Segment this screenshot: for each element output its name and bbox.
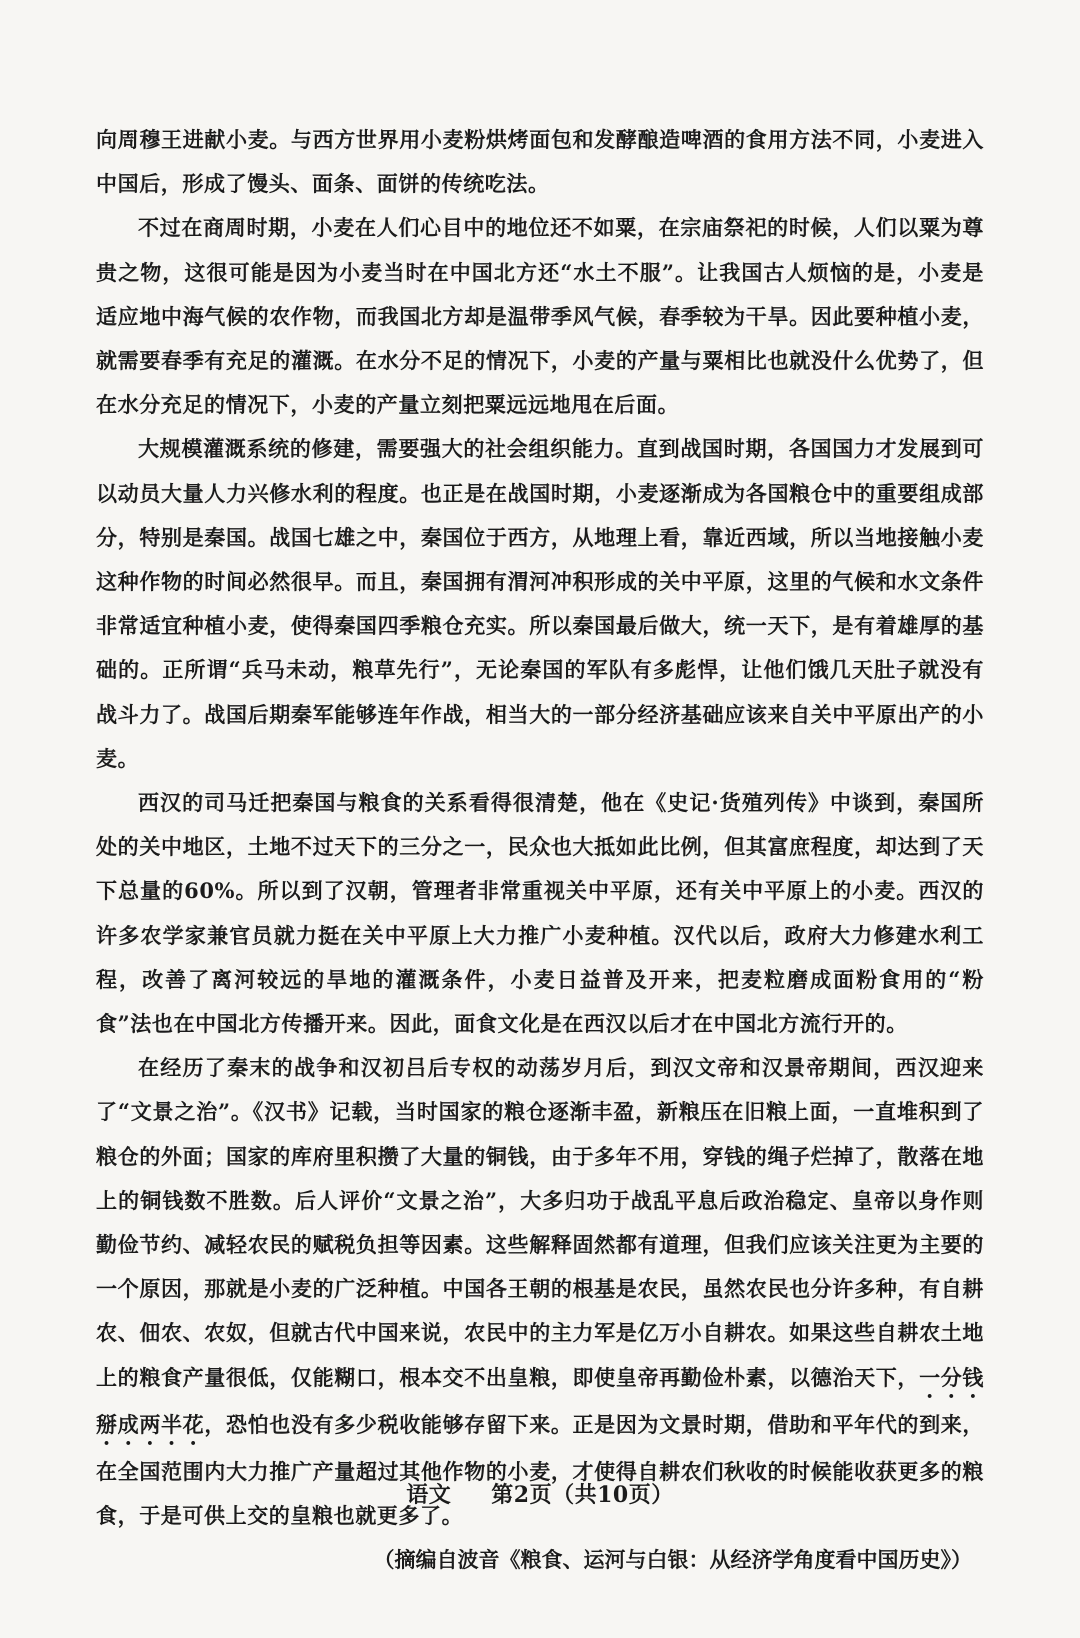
paragraph-2: 不过在商周时期，小麦在人们心目中的地位还不如粟，在宗庙祭祀的时候，人们以粟为尊贵之物，这很可能是因为小麦当时在中国北方还“水土不服”。让我国古人烦恼的是，小麦是适应地中海气候的农作物，而我国北方却是温带季风气候，春季较为干旱。因此要种植小麦，就需要春季有充足的灌溉。在水分不足的情况下，小麦的产量与粟相比也就没什么优势了，但在水分充足的情况下，小麦的产量立刻把粟远远地甩在后面。 <box>96 215 984 418</box>
paragraph-5-text-before: 在经历了秦末的战争和汉初吕后专权的动荡岁月后，到汉文帝和汉景帝期间，西汉迎来了“文景之治”。《汉书》记载，当时国家的粮仓逐渐丰盈，新粮压在旧粮上面，一直堆积到了粮仓的外面；国家的库府里积攒了大量的铜钱，由于多年不用，穿钱的绳子烂掉了，散落在地上的铜钱数不胜数。后人评价“文景之治”，大多归功于战乱平息后政治稳定、皇帝以身作则勤俭节约、减轻农民的赋税负担等因素。这些解释固然都有道理，但我们应该关注更为主要的一个原因，那就是小麦的广泛种植。中国各王朝的根基是农民，虽然农民也分许多种，有自耕农、佃农、农奴，但就古代中国来说，农民中的主力军是亿万小自耕农。如果这些自耕农土地上的粮食产量很低，仅能糊口，根本交不出皇粮，即使皇帝再勤俭朴素，以德治天下， <box>96 1055 984 1390</box>
paragraph-5 <box>96 1046 984 1538</box>
footer-page-number: 第2页（共10页） <box>491 1482 674 1508</box>
paragraph-1: 向周穆王进献小麦。与西方世界用小麦粉烘烤面包和发酵酿造啤酒的食用方法不同，小麦进入中国后，形成了馒头、面条、面饼的传统吃法。 <box>96 127 984 197</box>
paragraph-4: 西汉的司马迁把秦国与粮食的关系看得很清楚，他在《史记·货殖列传》中谈到，秦国所处的关中地区，土地不过天下的三分之一，民众也大抵如此比例，但其富庶程度，却达到了天下总量的60%。所以到了汉朝，管理者非常重视关中平原，还有关中平原上的小麦。西汉的许多农学家兼官员就力挺在关中平原上大力推广小麦种植。汉代以后，政府大力修建水利工程，改善了离河较远的旱地的灌溉条件，小麦日益普及开来，把麦粒磨成面粉食用的“粉食”法也在中国北方传播开来。因此，面食文化是在西汉以后才在中国北方流行开的。 <box>96 790 984 1037</box>
footer-subject: 语文 <box>406 1482 452 1508</box>
source-citation: （摘编自波音《粮食、运河与白银：从经济学角度看中国历史》） <box>373 1547 972 1573</box>
paragraph-3: 大规模灌溉系统的修建，需要强大的社会组织能力。直到战国时期，各国国力才发展到可以动员大量人力兴修水利的程度。也正是在战国时期，小麦逐渐成为各国粮仓中的重要组成部分，特别是秦国。战国七雄之中，秦国位于西方，从地理上看，靠近西域，所以当地接触小麦这种作物的时间必然很早。而且，秦国拥有渭河冲积形成的关中平原，这里的气候和水文条件非常适宜种植小麦，使得秦国四季粮仓充实。所以秦国最后做大，统一天下，是有着雄厚的基础的。正所谓“兵马未动，粮草先行”，无论秦国的军队有多彪悍，让他们饿几天肚子就没有战斗力了。战国后期秦军能够连年作战，相当大的一部分经济基础应该来自关中平原出产的小麦。 <box>96 436 984 771</box>
document-body <box>96 118 984 1582</box>
emphasized-phrase: 一分钱掰成两半花 <box>96 1364 984 1437</box>
paragraph-5-text-after: ，恐怕也没有多少税收能够存留下来。正是因为文景时期，借助和平年代的到来，在全国范围内大力推广产量超过其他作物的小麦，才使得自耕农们秋收的时候能收获更多的粮食，于是可供上交的皇粮也就更多了。 <box>96 1411 985 1528</box>
page-footer <box>0 1478 1080 1509</box>
